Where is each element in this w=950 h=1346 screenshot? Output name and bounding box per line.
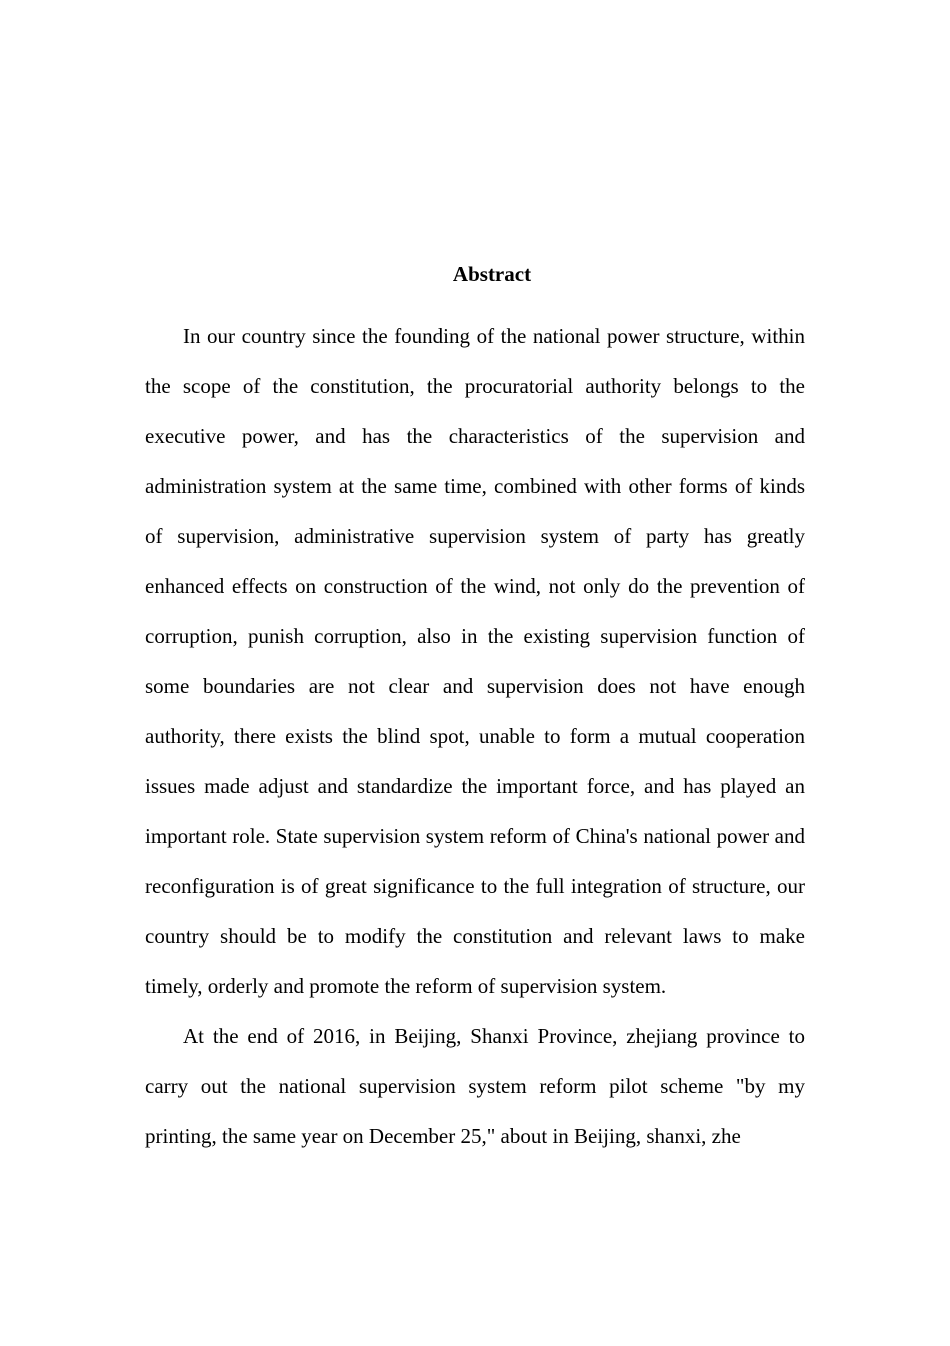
abstract-body — [145, 311, 805, 1161]
abstract-paragraph-2: At the end of 2016, in Beijing, Shanxi Province, zhejiang province to carry out the national supervision system reform pilot scheme "by my printing, the same year on December 25," about in Beijing, shanxi, zhe — [145, 1024, 805, 1148]
abstract-paragraph-1: In our country since the founding of the national power structure, within the scope of the constitution, the procuratorial authority belongs to the executive power, and has the characteristics of the supervision and administration system at the same time, combined with other forms of kinds of supervision, administrative supervision system of party has greatly enhanced effects on construction of the wind, not only do the prevention of corruption, punish corruption, also in the existing supervision function of some boundaries are not clear and supervision does not have enough authority, there exists the blind spot, unable to form a mutual cooperation issues made adjust and standardize the important force, and has played an important role. State supervision system reform of China's national power and reconfiguration is of great significance to the full integration of structure, our country should be to modify the constitution and relevant laws to make timely, orderly and promote the reform of supervision system. — [145, 324, 805, 998]
abstract-title: Abstract — [452, 262, 532, 286]
